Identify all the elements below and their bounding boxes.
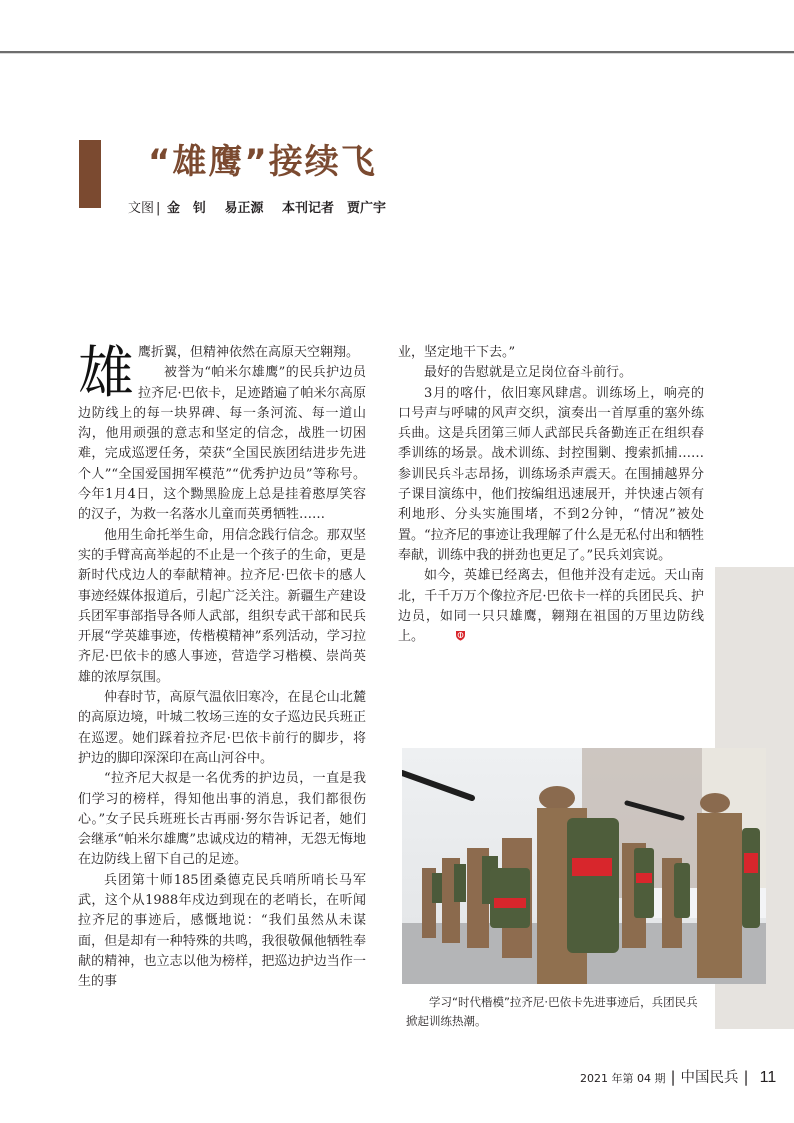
byline-author: 金 钊 [166, 201, 206, 216]
byline-label: 文图 [128, 201, 155, 216]
paragraph-last [398, 566, 704, 647]
paragraph: 被誉为“帕米尔雄鹰”的民兵护边员拉齐尼·巴依卡，足迹踏遍了帕米尔高原边防线上的每一块界碑、每一条河流、每一道山沟，他用顽强的意志和坚定的信念，战胜一切困难，完成巡逻任务，荣获“全国民族团结进步先进个人”“全国爱国拥军模范”“优秀护边员”等称号。今年1月4日，这个黝黑脸庞上总是挂着憨厚笑容的汉子，为救一名落水儿童而英勇牺牲…… [78, 365, 366, 523]
shield-end-mark-icon [429, 628, 440, 639]
issue-label: 2021 年第 04 期 [580, 1072, 666, 1085]
paragraph: 他用生命托举生命，用信念践行信念。那双坚实的手臂高高举起的不止是一个孩子的生命，更是新时代戍边人的奉献精神。拉齐尼·巴依卡的感人事迹经媒体报道后，引起广泛关注。新疆生产建设兵团军事部指导各师人武部，组织专武干部和民兵开展“学英雄事迹，传楷模精神”系列活动，学习拉齐尼·巴依卡的感人事迹，营造学习楷模、崇尚英雄的浓厚氛围。 [78, 527, 366, 685]
paragraph-text: 如今，英雄已经离去，但他并没有走远。天山南北，千千万万个像拉齐尼·巴依卡一样的兵团民兵、护边员，如同一只只雄鹰，翱翔在祖国的万里边防线上。 [398, 568, 704, 645]
paragraph: 3月的喀什，依旧寒风肆虐。训练场上，响亮的口号声与呼啸的风声交织，演奏出一首厚重的塞外练兵曲。这是兵团第三师人武部民兵备勤连正在组织春季训练的场景。战术训练、封控围剿、搜索抓捕……参训民兵斗志昂扬，训练场杀声震天。在围捕越界分子课目演练中，他们按编组迅速展开，并快速占领有利地形、分头实施围堵，不到2分钟，“情况”被处置。“拉齐尼的事迹让我理解了什么是无私付出和牺牲奉献，训练中我的拼劲也更足了。”民兵刘宾说。 [398, 385, 704, 563]
photo-illustration [402, 748, 766, 984]
title-accent-bar [79, 140, 101, 208]
paragraph: 仲春时节，高原气温依旧寒冷，在昆仑山北麓的高原边境，叶城二牧场三连的女子巡边民兵班正在巡逻。她们踩着拉齐尼·巴依卡前行的脚步，将护边的脚印深深印在高山河谷中。 [78, 690, 366, 766]
byline [128, 200, 400, 218]
article-title: “雄鹰”接续飞 [148, 142, 377, 182]
photo-caption: 学习“时代楷模”拉齐尼·巴依卡先进事迹后，兵团民兵掀起训练热潮。 [406, 995, 698, 1028]
magazine-name: 中国民兵 [680, 1070, 739, 1086]
training-photo [402, 748, 766, 984]
paragraph: 最好的告慰就是立足岗位奋斗前行。 [424, 365, 633, 381]
byline-author: 本刊记者 贾广宇 [282, 201, 387, 216]
header-rule-shadow [0, 53, 794, 54]
paragraph: 兵团第十师185团桑德克民兵哨所哨长马军武，这个从1988年戍边到现在的老哨长，在听闻拉齐尼的事迹后，感慨地说：“我们虽然从未谋面，但是却有一种特殊的共鸣，我很敬佩他牺牲奉献的精神，也立志以他为榜样，把巡边护边当作一生的事 [78, 872, 366, 990]
page-footer [580, 1066, 776, 1087]
footer-separator: | [743, 1068, 749, 1086]
article-column-right [398, 343, 704, 647]
paragraph: “拉齐尼大叔是一名优秀的护边员，一直是我们学习的榜样，得知他出事的消息，我们都很伤心。”女子民兵班班长古再丽·努尔告诉记者，她们会继承“帕米尔雄鹰”忠诚戍边的精神，无怨无悔地在边防线上留下自己的足迹。 [78, 771, 366, 868]
byline-author: 易正源 [224, 201, 264, 216]
page-number: 11 [759, 1069, 777, 1086]
footer-separator: | [670, 1068, 676, 1086]
paragraph: 业，坚定地干下去。” [398, 345, 516, 360]
drop-cap: 雄 [78, 341, 134, 406]
article-column-left [78, 343, 366, 993]
byline-separator: | [156, 201, 161, 216]
paragraph: 鹰折翼，但精神依然在高原天空翱翔。 [138, 345, 360, 360]
